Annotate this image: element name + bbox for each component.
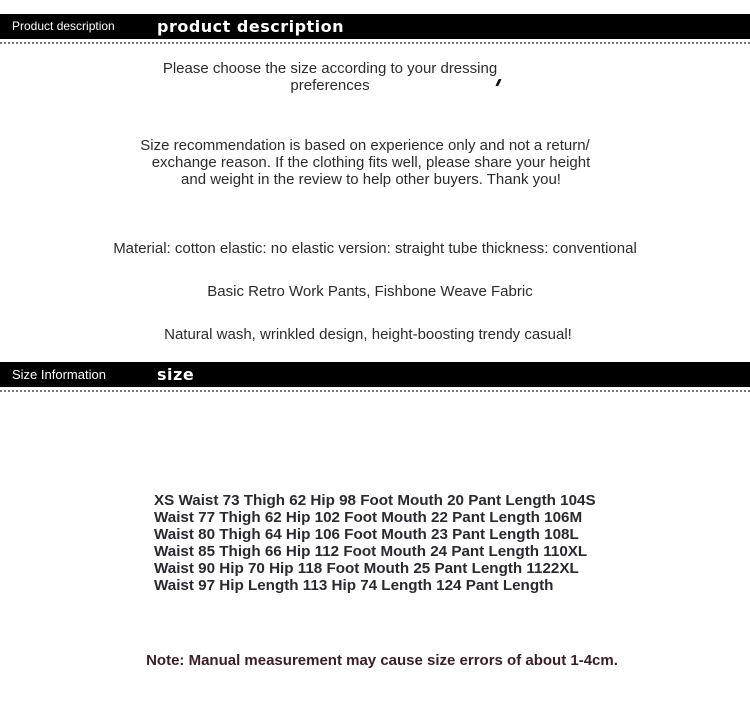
- size-row: Waist 85 Thigh 66 Hip 112 Foot Mouth 24 Pant Length 110XL: [154, 543, 588, 560]
- design-line: Natural wash, wrinkled design, height-boosting trendy casual!: [164, 326, 572, 343]
- size-information-label: Size Information: [12, 367, 106, 382]
- product-description-title: product description: [157, 17, 345, 36]
- size-row: Waist 77 Thigh 62 Hip 102 Foot Mouth 22 Pant Length 106M: [154, 509, 583, 526]
- size-row: Waist 97 Hip Length 113 Hip 74 Length 124 Pant Length: [154, 577, 554, 594]
- dotted-divider: [0, 390, 750, 392]
- recommendation-line-3: and weight in the review to help other buyers. Thank you!: [181, 171, 561, 188]
- style-line: Basic Retro Work Pants, Fishbone Weave Fabric: [207, 283, 533, 300]
- dotted-divider: [0, 42, 750, 44]
- measurement-note: Note: Manual measurement may cause size errors of about 1-4cm.: [146, 652, 618, 669]
- size-information-header: [0, 362, 750, 387]
- choose-size-line-1: Please choose the size according to your dressing: [162, 60, 498, 77]
- recommendation-line-1: Size recommendation is based on experience only and not a return/: [140, 137, 590, 154]
- product-description-header: [0, 14, 750, 39]
- size-row: Waist 90 Hip 70 Hip 118 Foot Mouth 25 Pant Length 1122XL: [154, 560, 579, 577]
- recommendation-line-2: exchange reason. If the clothing fits well, please share your height: [151, 154, 591, 171]
- choose-size-line-2: preferences: [290, 77, 370, 94]
- size-row: XS Waist 73 Thigh 62 Hip 98 Foot Mouth 20 Pant Length 104S: [154, 492, 596, 509]
- size-table: [154, 492, 596, 594]
- size-row: Waist 80 Thigh 64 Hip 106 Foot Mouth 23 Pant Length 108L: [154, 526, 579, 543]
- material-line: Material: cotton elastic: no elastic version: straight tube thickness: conventional: [113, 240, 637, 257]
- size-information-title: size: [157, 365, 195, 384]
- product-description-label: Product description: [12, 19, 115, 33]
